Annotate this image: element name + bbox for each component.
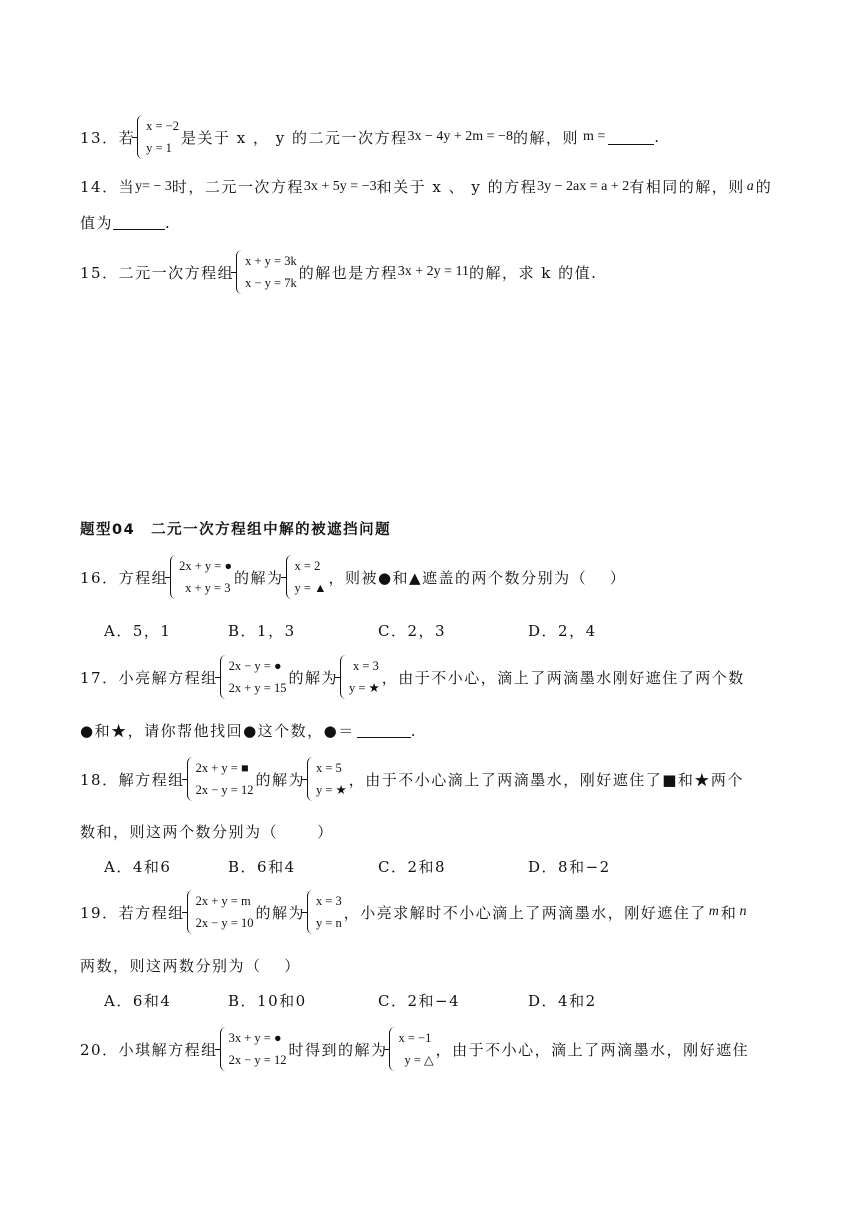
- question-15: [80, 250, 597, 294]
- q13-equation: 3x − 4y + 2m = −8: [407, 129, 513, 144]
- brace: [389, 1027, 396, 1071]
- q18-system: [187, 757, 254, 801]
- q19-and: 和: [720, 903, 738, 922]
- q16-sol-row-2: y = ▲: [294, 581, 327, 595]
- section-heading: 题型04 二元一次方程组中解的被遮挡问题: [80, 522, 392, 538]
- q19-text-2: 两数，则这两数分别为（ ）: [80, 957, 301, 975]
- q18-text-2: 数和，则这两个数分别为（ ）: [80, 823, 334, 841]
- q20-tail: ，由于不小心，滴上了两滴墨水，刚好遮住: [435, 1040, 750, 1059]
- q18-sol-row-2: y = ★: [315, 783, 347, 797]
- q18-option-c[interactable]: C．2和8: [378, 858, 447, 876]
- q15-text: 的解也是方程: [298, 263, 398, 282]
- q19-tail: ，小亮求解时不小心滴上了两滴墨水，刚好遮住了: [343, 903, 707, 922]
- q14-answer-blank[interactable]: [113, 215, 165, 230]
- q17-sol-row-2: y = ★: [348, 681, 380, 695]
- q13-sys-row-1: x = −2: [146, 119, 179, 133]
- question-14: [80, 176, 772, 197]
- q13-ask: m =: [582, 129, 606, 144]
- q16-option-d[interactable]: D．2，4: [528, 622, 597, 640]
- question-18: [80, 757, 744, 801]
- q15-system: [236, 250, 297, 294]
- q13-end: .: [654, 128, 661, 146]
- q18-option-d[interactable]: D．8和−2: [528, 858, 611, 876]
- question-14-line-2: [80, 212, 171, 233]
- brace: [170, 555, 177, 599]
- brace: [220, 1027, 227, 1071]
- question-18-line-2: [80, 821, 334, 842]
- q20-sol-row-2: y = △: [404, 1053, 434, 1067]
- q18-text: 的解为: [255, 770, 305, 789]
- q13-text: 是关于 x ， y 的二元一次方程: [180, 128, 408, 147]
- q19-option-b[interactable]: B．10和0: [228, 992, 307, 1010]
- question-17-line-2: [80, 720, 417, 741]
- q19-option-a[interactable]: A．6和4: [104, 992, 172, 1010]
- q13-answer-blank[interactable]: [608, 130, 654, 145]
- brace: [187, 890, 194, 934]
- q16-option-b[interactable]: B．1，3: [228, 622, 296, 640]
- q18-sys-row-1: 2x + y = ■: [195, 761, 249, 775]
- q16-system: [170, 555, 232, 599]
- q19-var-m: m: [708, 904, 719, 919]
- question-17: [80, 655, 745, 699]
- q19-sol-row-1: x = 3: [315, 894, 342, 908]
- brace: [307, 890, 314, 934]
- brace: [220, 655, 227, 699]
- q20-sys-row-2: 2x − y = 12: [228, 1053, 287, 1067]
- q17-solution: [340, 655, 380, 699]
- question-13: [80, 115, 661, 159]
- q14-variable: a: [746, 178, 754, 194]
- q20-solution: [389, 1027, 433, 1071]
- q13-tail: 的解，则: [512, 128, 579, 147]
- q16-sys-row-1: 2x + y = ●: [179, 559, 232, 573]
- q18-option-b[interactable]: B．6和4: [228, 858, 296, 876]
- q20-text: 时得到的解为: [288, 1040, 388, 1059]
- q19-option-d[interactable]: D．4和2: [528, 992, 597, 1010]
- q13-system: [137, 115, 179, 159]
- q20-sol-row-1: x = −1: [398, 1031, 432, 1045]
- q14-equation-1: 3x + 5y = −3: [303, 178, 377, 194]
- q18-sol-row-1: x = 5: [315, 761, 342, 775]
- q17-end: .: [410, 721, 418, 740]
- q14-text-3: 和关于 x 、 y 的方程: [376, 178, 538, 196]
- q14-condition: y= − 3: [135, 178, 172, 194]
- q17-text-2: ●和★，请你帮他找回●这个数，●＝: [80, 722, 355, 740]
- q14-text-5: 的: [755, 178, 773, 196]
- brace: [307, 757, 314, 801]
- q16-option-a[interactable]: A．5，1: [104, 622, 172, 640]
- q18-option-a[interactable]: A．4和6: [104, 858, 172, 876]
- q16-sys-row-2: x + y = 3: [185, 581, 231, 595]
- q14-text-1: 14．当: [80, 178, 136, 196]
- q16-sol-row-1: x = 2: [294, 559, 321, 573]
- q16-text: 的解为: [234, 568, 284, 587]
- q16-solution: [286, 555, 327, 599]
- q19-var-n: n: [739, 904, 747, 919]
- q17-tail: ，由于不小心，滴上了两滴墨水刚好遮住了两个数: [381, 668, 745, 687]
- q18-sys-row-2: 2x − y = 12: [195, 783, 254, 797]
- brace: [286, 555, 293, 599]
- q16-option-c[interactable]: C．2，3: [378, 622, 447, 640]
- q15-equation: 3x + 2y = 11: [397, 264, 469, 279]
- q14-text-6: 值为: [80, 214, 114, 232]
- q15-number: 15．二元一次方程组: [80, 263, 235, 282]
- q14-end: .: [165, 213, 172, 232]
- q13-sys-row-2: y = 1: [146, 141, 172, 155]
- q17-sys-row-1: 2x − y = ●: [228, 659, 282, 673]
- q17-system: [220, 655, 287, 699]
- q17-number: 17．小亮解方程组: [80, 668, 218, 687]
- question-16: [80, 555, 626, 599]
- q13-number: 13．若: [80, 128, 136, 147]
- q19-number: 19．若方程组: [80, 903, 185, 922]
- q18-solution: [307, 757, 347, 801]
- q20-number: 20．小琪解方程组: [80, 1040, 218, 1059]
- q17-text: 的解为: [288, 668, 338, 687]
- q19-solution: [307, 890, 342, 934]
- brace: [137, 115, 144, 159]
- q16-tail: ，则被●和▲遮盖的两个数分别为（ ）: [328, 568, 627, 587]
- question-19: [80, 890, 746, 934]
- q16-number: 16．方程组: [80, 568, 169, 587]
- q15-tail: 的解，求 k 的值.: [469, 263, 598, 282]
- brace: [187, 757, 194, 801]
- q19-option-c[interactable]: C．2和−4: [378, 992, 461, 1010]
- q14-text-2: 时，二元一次方程: [171, 178, 304, 196]
- q18-tail: ，由于不小心滴上了两滴墨水，刚好遮住了■和★两个: [348, 770, 744, 789]
- q15-sys-row-1: x + y = 3k: [245, 254, 297, 268]
- q20-system: [220, 1027, 287, 1071]
- q19-sys-row-2: 2x − y = 10: [195, 916, 254, 930]
- q14-text-4: 有相同的解，则: [629, 178, 745, 196]
- q19-system: [187, 890, 254, 934]
- question-19-line-2: [80, 955, 301, 976]
- q17-sol-row-1: x = 3: [352, 659, 379, 673]
- q17-sys-row-2: 2x + y = 15: [228, 681, 287, 695]
- q15-sys-row-2: x − y = 7k: [245, 276, 297, 290]
- q19-sol-row-2: y = n: [315, 916, 342, 930]
- q19-sys-row-1: 2x + y = m: [195, 894, 251, 908]
- brace: [340, 655, 347, 699]
- q19-text: 的解为: [255, 903, 305, 922]
- q17-answer-blank[interactable]: [357, 723, 411, 738]
- brace: [236, 250, 243, 294]
- q14-equation-2: 3y − 2ax = a + 2: [537, 178, 630, 194]
- q18-number: 18．解方程组: [80, 770, 185, 789]
- q20-sys-row-1: 3x + y = ●: [228, 1031, 282, 1045]
- question-20: [80, 1027, 749, 1071]
